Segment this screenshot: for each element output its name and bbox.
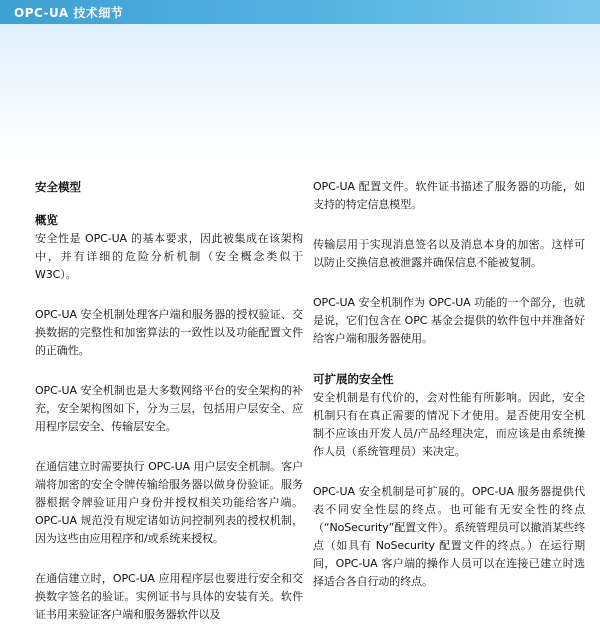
paragraph: 安全性是 OPC-UA 的基本要求，因此被集成在该架构中，并有详细的危险分析机制（安全概念类似于W3C）。 [35,232,303,281]
paragraph: OPC-UA 配置文件。软件证书描述了服务器的功能，如支持的特定信息模型。 [313,180,585,211]
header-fade-background [0,24,600,164]
paragraph: OPC-UA 安全机制处理客户端和服务器的授权验证、交换数据的完整性和加密算法的一致性以及功能配置文件的正确性。 [35,308,303,357]
paragraph: OPC-UA 安全机制作为 OPC-UA 功能的一个部分，也就是说，它们包含在 OPC 基金会提供的软件包中并准备好给客户端和服务器使用。 [313,296,585,345]
paragraph: 在通信建立时，OPC-UA 应用程序层也要进行安全和交换数字签名的验证。实例证书与具体的安装有关。软件证书用来验证客户端和服务器软件以及 [35,572,303,621]
paragraph: 安全机制是有代价的，会对性能有所影响。因此，安全机制只有在真正需要的情况下才使用。是否使用安全机制不应该由开发人员/产品经理决定，而应该是由系统操作人员（系统管理员）来决定。 [313,391,585,458]
left-column [35,178,303,624]
spacer [35,197,303,211]
right-column [313,178,585,591]
section-title: 安全模型 [35,180,81,194]
paragraph: 传输层用于实现消息签名以及消息本身的加密。这样可以防止交换信息被泄露并确保信息不能被复制。 [313,238,585,269]
paragraph: OPC-UA 安全机制也是大多数网络平台的安全架构的补充，安全架构图如下，分为三层，包括用户层安全、应用程序层安全、传输层安全。 [35,384,303,433]
subsection-title-scalable-security: 可扩展的安全性 [313,372,394,386]
page-header-title: OPC-UA 技术细节 [14,6,124,20]
paragraph: 在通信建立时需要执行 OPC-UA 用户层安全机制。客户端将加密的安全令牌传输给服务器以做身份验证。服务器根据令牌验证用户身份并授权相关功能给客户端。OPC-UA 规范没有规定诸如访问控制列表的授权机制，因为这些由应用程序和/或系统来授权。 [35,460,303,545]
subsection-title-overview: 概览 [35,213,58,227]
paragraph: OPC-UA 安全机制是可扩展的。OPC-UA 服务器提供代表不同安全性层的终点。也可能有无安全性的终点（“NoSecurity”配置文件）。系统管理员可以撤消某些终点（如具有 NoSecurity 配置文件的终点。）在运行期间，OPC-UA 客户端的操作人员可以在连接已建立时选择适合各自行动的终点。 [313,485,585,588]
